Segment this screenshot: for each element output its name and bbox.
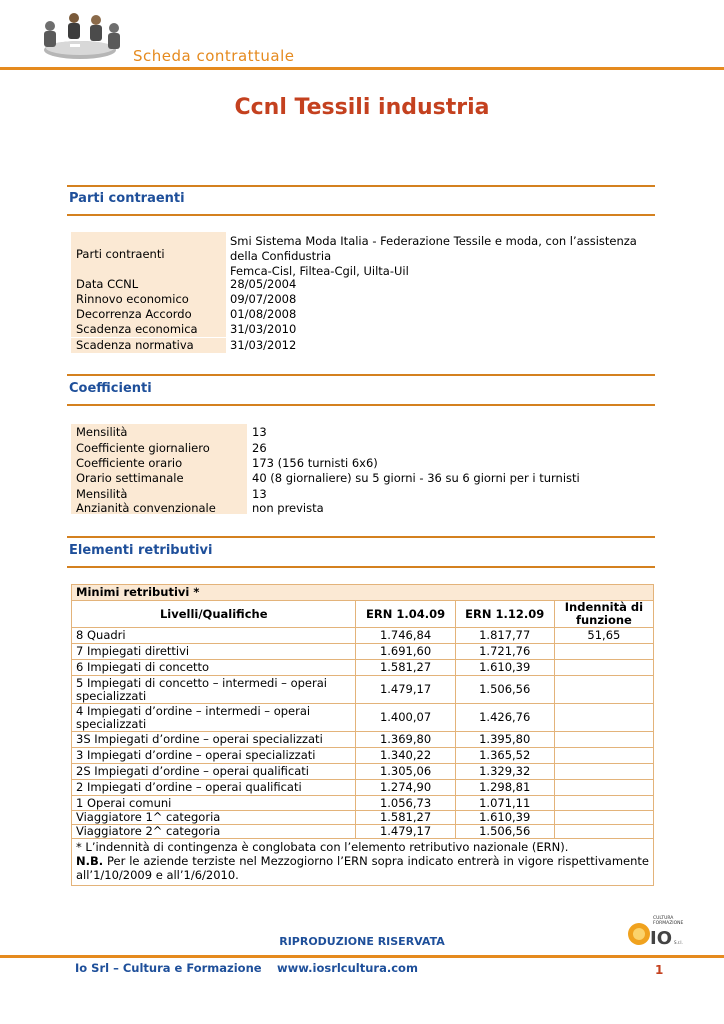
table-cell: 1 Operai comuni <box>72 796 356 811</box>
table-cell: 1.056,73 <box>356 796 455 811</box>
table-cell <box>554 764 653 780</box>
field-label: Scadenza normativa <box>71 338 226 353</box>
footer-divider <box>0 955 724 958</box>
section-title-elementi: Elementi retributivi <box>69 543 213 558</box>
logo-text: S.r.l. <box>674 940 683 945</box>
table-cell <box>554 644 653 660</box>
logo-text: CULTURA <box>653 916 674 921</box>
note-nb <box>76 854 649 882</box>
column-header: Indennità di funzione <box>554 601 653 628</box>
footer-website-link[interactable]: www.iosrlcultura.com <box>277 961 418 975</box>
table-cell: 2 Impiegati d’ordine – operai qualificati <box>72 780 356 796</box>
field-value-group <box>252 487 324 515</box>
table-cell: 1.479,17 <box>356 676 455 704</box>
section-divider <box>67 185 655 187</box>
table-cell <box>554 704 653 732</box>
field-label: Scadenza economica <box>71 322 226 337</box>
table-cell: 5 Impiegati di concetto – intermedi – operai specializzati <box>72 676 356 704</box>
field-value: 01/08/2008 <box>230 307 297 321</box>
table-cell: 1.817,77 <box>455 628 554 644</box>
table-cell: 1.298,81 <box>455 780 554 796</box>
field-value: 31/03/2012 <box>230 338 297 352</box>
table-cell <box>554 796 653 811</box>
table-notes <box>72 839 654 886</box>
logo-text: IO <box>650 928 672 947</box>
header-title: Scheda contrattuale <box>133 47 295 65</box>
section-divider <box>67 404 655 406</box>
section-divider <box>67 566 655 568</box>
table-cell <box>554 780 653 796</box>
field-label: Mensilità <box>71 424 247 440</box>
field-label: Rinnovo economico <box>71 292 226 307</box>
page-number: 1 <box>655 963 664 977</box>
field-value-line: della Confidustria <box>230 249 332 263</box>
table-cell: Viaggiatore 2^ categoria <box>72 825 356 839</box>
meeting-logo-image <box>30 10 130 68</box>
table-cell <box>554 660 653 676</box>
note-contingenza: * L’indennità di contingenza è conglobata con l’elemento retributivo nazionale (ERN). <box>76 840 569 854</box>
field-value: 13 <box>252 425 267 439</box>
table-cell: 1.329,32 <box>455 764 554 780</box>
table-cell: 1.369,80 <box>356 732 455 748</box>
io-logo-image <box>625 913 687 947</box>
field-label: Parti contraenti <box>71 232 226 277</box>
table-cell: 1.305,06 <box>356 764 455 780</box>
table-cell: 1.071,11 <box>455 796 554 811</box>
logo-text: FORMAZIONE <box>653 921 684 926</box>
header-divider <box>0 67 724 70</box>
section-title-coefficienti: Coefficienti <box>69 381 152 396</box>
field-value-line: Femca-Cisl, Filtea-Cgil, Uilta-Uil <box>230 264 409 278</box>
table-cell <box>554 748 653 764</box>
table-cell: 1.506,56 <box>455 676 554 704</box>
table-cell: 4 Impiegati d’ordine – intermedi – operai specializzati <box>72 704 356 732</box>
table-cell: 1.610,39 <box>455 811 554 825</box>
table-cell <box>554 811 653 825</box>
field-label: Mensilità <box>76 487 128 501</box>
table-cell: 1.400,07 <box>356 704 455 732</box>
footer-company: Io Srl – Cultura e Formazione <box>75 961 262 975</box>
field-value: 09/07/2008 <box>230 292 297 306</box>
table-cell: 1.365,52 <box>455 748 554 764</box>
note-nb-label: N.B. <box>76 854 104 868</box>
field-label: Decorrenza Accordo <box>71 307 226 322</box>
table-cell: 7 Impiegati direttivi <box>72 644 356 660</box>
field-value: 13 <box>252 487 267 501</box>
table-cell: 1.395,80 <box>455 732 554 748</box>
table-cell: 1.610,39 <box>455 660 554 676</box>
field-value: non prevista <box>252 501 324 515</box>
column-header: Livelli/Qualifiche <box>72 601 356 628</box>
table-cell <box>554 825 653 839</box>
table-subheading: Minimi retributivi * <box>72 585 654 601</box>
table-cell: 1.426,76 <box>455 704 554 732</box>
field-label: Coefficiente giornaliero <box>71 440 247 456</box>
table-cell: 1.340,22 <box>356 748 455 764</box>
column-header: ERN 1.04.09 <box>356 601 455 628</box>
reserved-notice: RIPRODUZIONE RISERVATA <box>279 935 445 948</box>
field-label-group <box>71 486 247 514</box>
field-value: 40 (8 giornaliere) su 5 giorni - 36 su 6 giorni per i turnisti <box>252 471 580 485</box>
table-cell: 2S Impiegati d’ordine – operai qualificati <box>72 764 356 780</box>
field-label: Orario settimanale <box>71 471 247 486</box>
field-value: 31/03/2010 <box>230 322 297 336</box>
table-cell: 51,65 <box>554 628 653 644</box>
field-value-line: Smi Sistema Moda Italia - Federazione Tessile e moda, con l’assistenza <box>230 234 637 248</box>
table-cell: Viaggiatore 1^ categoria <box>72 811 356 825</box>
document-title: Ccnl Tessili industria <box>234 95 490 120</box>
field-value <box>230 234 637 279</box>
table-cell: 1.581,27 <box>356 811 455 825</box>
table-cell: 1.506,56 <box>455 825 554 839</box>
table-cell: 3S Impiegati d’ordine – operai specializzati <box>72 732 356 748</box>
table-cell: 1.746,84 <box>356 628 455 644</box>
table-cell: 1.691,60 <box>356 644 455 660</box>
table-cell <box>554 676 653 704</box>
field-value: 173 (156 turnisti 6x6) <box>252 456 378 470</box>
wages-table <box>71 584 654 886</box>
field-label: Coefficiente orario <box>71 456 247 471</box>
column-header: ERN 1.12.09 <box>455 601 554 628</box>
section-divider <box>67 374 655 376</box>
section-title-parti: Parti contraenti <box>69 191 185 206</box>
section-divider <box>67 536 655 538</box>
table-cell: 8 Quadri <box>72 628 356 644</box>
table-cell: 3 Impiegati d’ordine – operai specializzati <box>72 748 356 764</box>
table-cell: 1.479,17 <box>356 825 455 839</box>
table-cell: 1.274,90 <box>356 780 455 796</box>
section-divider <box>67 214 655 216</box>
table-cell: 1.721,76 <box>455 644 554 660</box>
field-label: Anzianità convenzionale <box>76 501 216 515</box>
table-cell: 6 Impiegati di concetto <box>72 660 356 676</box>
note-nb-text: Per le aziende terziste nel Mezzogiorno l’ERN sopra indicato entrerà in vigore rispettivamente all’1/10/2009 e all’1/6/2010. <box>76 854 649 882</box>
field-value: 28/05/2004 <box>230 277 297 291</box>
table-cell <box>554 732 653 748</box>
table-cell: 1.581,27 <box>356 660 455 676</box>
field-label: Data CCNL <box>71 277 226 292</box>
field-value: 26 <box>252 441 267 455</box>
